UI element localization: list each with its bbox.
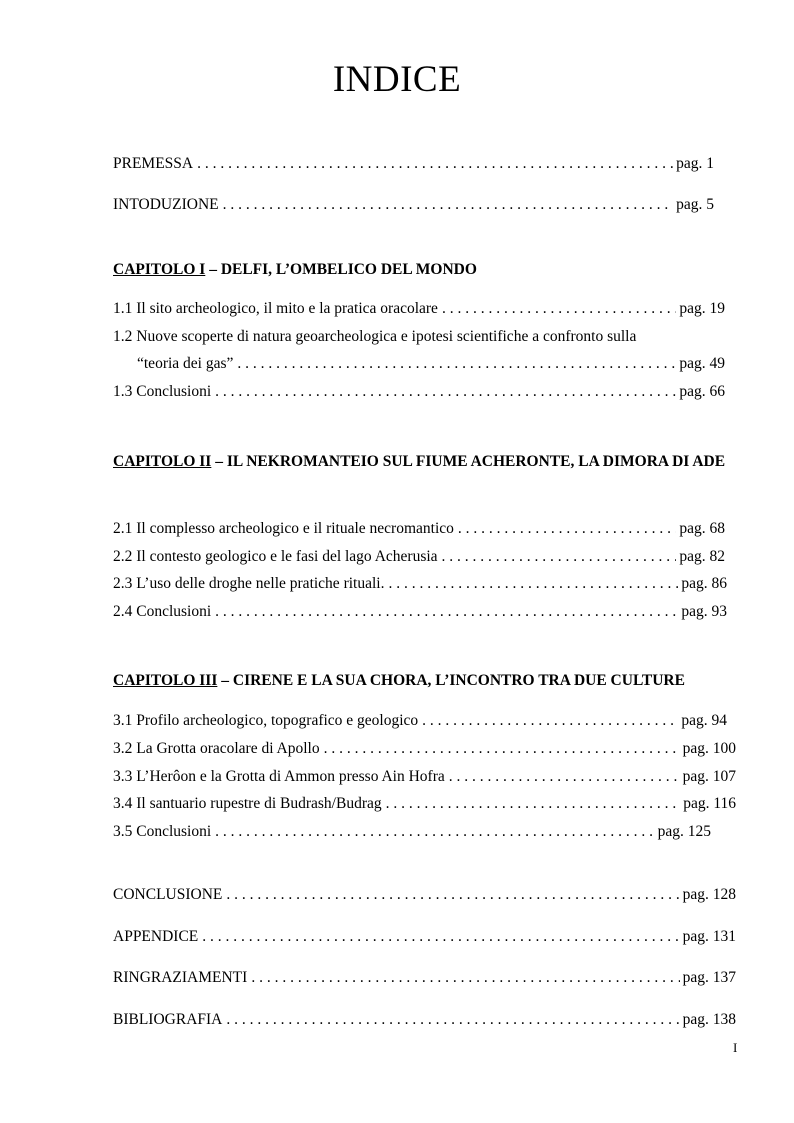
toc-entry-page: pag. 137 xyxy=(682,969,736,986)
dot-leader xyxy=(237,354,676,374)
toc-entry-3-3[interactable] xyxy=(113,767,736,787)
dot-leader xyxy=(422,711,678,731)
toc-entry-label: 2.1 Il complesso archeologico e il rituale necromantico xyxy=(113,520,454,537)
chapter-number: CAPITOLO I xyxy=(113,261,206,278)
toc-entry-appendice[interactable] xyxy=(113,927,736,947)
toc-entry-label: PREMESSA xyxy=(113,155,194,172)
toc-entry-label: BIBLIOGRAFIA xyxy=(113,1011,223,1028)
toc-entry-label: 2.4 Conclusioni xyxy=(113,603,212,620)
toc-entry-3-2[interactable] xyxy=(113,739,736,759)
toc-entry-page: pag. 107 xyxy=(682,768,736,785)
toc-entry-1-1[interactable] xyxy=(113,299,725,319)
toc-entry-conclusione[interactable] xyxy=(113,885,736,905)
toc-entry-page: pag. 49 xyxy=(679,355,725,372)
dot-leader xyxy=(215,382,676,402)
toc-entry-introduzione[interactable] xyxy=(113,195,714,215)
toc-entry-page: pag. 1 xyxy=(676,155,714,172)
toc-entry-label: CONCLUSIONE xyxy=(113,886,223,903)
chapter-heading-1[interactable] xyxy=(113,260,477,280)
chapter-title: – CIRENE E LA SUA CHORA, L’INCONTRO TRA DUE CULTURE xyxy=(217,672,685,689)
toc-entry-label: 3.1 Profilo archeologico, topografico e geologico xyxy=(113,712,419,729)
page-title: INDICE xyxy=(332,59,462,100)
chapter-heading-2[interactable] xyxy=(113,447,737,476)
dot-leader xyxy=(324,739,680,759)
chapter-title: – DELFI, L’OMBELICO DEL MONDO xyxy=(205,261,477,278)
toc-entry-page: pag. 19 xyxy=(679,300,725,317)
toc-entry-page: pag. 100 xyxy=(682,740,736,757)
dot-leader xyxy=(202,927,679,947)
dot-leader xyxy=(442,547,677,567)
toc-entry-label: 1.3 Conclusioni xyxy=(113,383,212,400)
toc-entry-1-2-line1[interactable]: 1.2 Nuove scoperte di natura geoarcheologica e ipotesi scientifiche a confronto sulla xyxy=(113,328,637,345)
toc-entry-label: 3.2 La Grotta oracolare di Apollo xyxy=(113,740,320,757)
toc-entry-ringraziamenti[interactable] xyxy=(113,968,736,988)
dot-leader xyxy=(388,574,678,594)
toc-entry-1-2[interactable] xyxy=(137,354,725,374)
dot-leader xyxy=(197,154,673,174)
toc-entry-page: pag. 86 xyxy=(681,575,727,592)
chapter-number: CAPITOLO III xyxy=(113,672,218,689)
toc-entry-page: pag. 5 xyxy=(676,196,714,213)
toc-entry-label: RINGRAZIAMENTI xyxy=(113,969,248,986)
dot-leader xyxy=(215,822,654,842)
toc-entry-3-5[interactable] xyxy=(113,822,711,842)
toc-entry-label: 2.3 L’uso delle droghe nelle pratiche rituali. xyxy=(113,575,385,592)
toc-entry-3-4[interactable] xyxy=(113,794,736,814)
toc-entry-page: pag. 66 xyxy=(679,383,725,400)
dot-leader xyxy=(442,299,676,319)
toc-entry-1-3[interactable] xyxy=(113,382,725,402)
dot-leader xyxy=(223,195,674,215)
toc-entry-3-1[interactable] xyxy=(113,711,727,731)
toc-entry-page: pag. 94 xyxy=(681,712,727,729)
toc-entry-page: pag. 125 xyxy=(657,823,711,840)
toc-entry-page: pag. 131 xyxy=(682,928,736,945)
toc-entry-page: pag. 82 xyxy=(679,548,725,565)
dot-leader xyxy=(386,794,681,814)
dot-leader xyxy=(226,885,679,905)
toc-entry-label: INTODUZIONE xyxy=(113,196,219,213)
toc-entry-page: pag. 93 xyxy=(681,603,727,620)
toc-entry-2-4[interactable] xyxy=(113,602,727,622)
toc-entry-page: pag. 116 xyxy=(683,795,736,812)
toc-entry-page: pag. 138 xyxy=(682,1011,736,1028)
dot-leader xyxy=(458,519,676,539)
toc-entry-2-1[interactable] xyxy=(113,519,725,539)
toc-entry-bibliografia[interactable] xyxy=(113,1010,736,1030)
toc-entry-label: “teoria dei gas” xyxy=(137,355,234,372)
toc-entry-premessa[interactable] xyxy=(113,154,714,174)
toc-entry-label: 2.2 Il contesto geologico e le fasi del lago Acherusia xyxy=(113,548,438,565)
dot-leader xyxy=(449,767,680,787)
chapter-heading-3[interactable] xyxy=(113,671,685,691)
toc-entry-page: pag. 68 xyxy=(679,520,725,537)
toc-entry-2-3[interactable] xyxy=(113,574,727,594)
dot-leader xyxy=(215,602,678,622)
toc-entry-page: pag. 128 xyxy=(682,886,736,903)
chapter-number: CAPITOLO II xyxy=(113,453,212,470)
chapter-title: – IL NEKROMANTEIO SUL FIUME ACHERONTE, LA DIMORA DI ADE xyxy=(211,453,726,470)
dot-leader xyxy=(226,1010,679,1030)
toc-entry-label: 1.1 Il sito archeologico, il mito e la pratica oracolare xyxy=(113,300,438,317)
toc-entry-label: 3.5 Conclusioni xyxy=(113,823,212,840)
toc-entry-2-2[interactable] xyxy=(113,547,725,567)
toc-entry-label: APPENDICE xyxy=(113,928,199,945)
dot-leader xyxy=(251,968,679,988)
toc-entry-label: 3.3 L’Herôon e la Grotta di Ammon presso Ain Hofra xyxy=(113,768,445,785)
toc-entry-label: 3.4 Il santuario rupestre di Budrash/Budrag xyxy=(113,795,382,812)
page-number: I xyxy=(733,1040,738,1055)
